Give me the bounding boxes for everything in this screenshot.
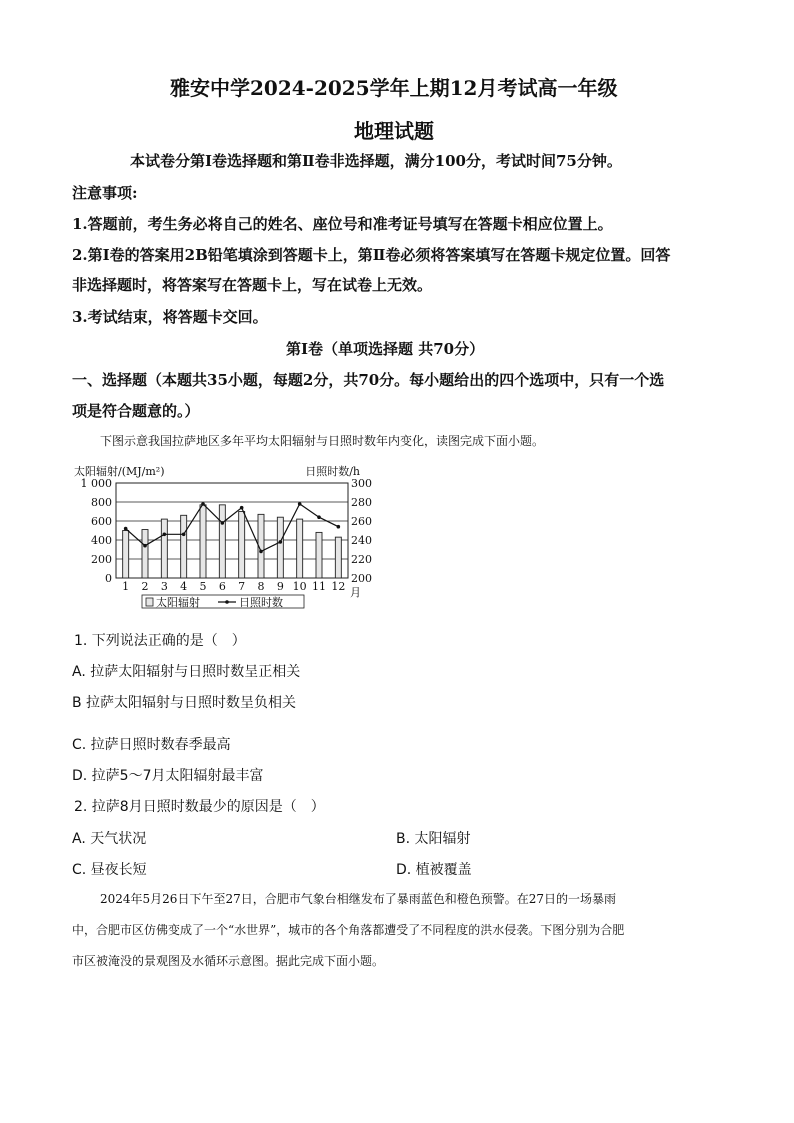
- solar-radiation-sunshine-chart: [72, 462, 372, 614]
- x-axis-tick-label: 1: [122, 580, 130, 593]
- x-axis-tick-label: 8: [257, 580, 265, 593]
- sunshine-hours-point: [201, 502, 205, 506]
- exam-intro: 本试卷分第Ⅰ卷选择题和第Ⅱ卷非选择题，满分100分，考试时间75分钟。: [130, 152, 622, 170]
- solar-radiation-bar: [277, 517, 283, 578]
- question-2-stem: 2. 拉萨8月日照时数最少的原因是（ ）: [74, 799, 325, 815]
- notice-item-2-line2: 非选择题时，将答案写在答题卡上，写在试卷上无效。: [72, 276, 433, 294]
- question-1-option-a[interactable]: A. 拉萨太阳辐射与日照时数呈正相关: [72, 664, 301, 680]
- section-instructions-line1: 一、选择题（本题共35小题，每题2分，共70分。每小题给出的四个选项中，只有一个选: [72, 371, 665, 389]
- material-1-text: 下图示意我国拉萨地区多年平均太阳辐射与日照时数年内变化，读图完成下面小题。: [100, 434, 545, 448]
- x-axis-tick-label: 7: [238, 580, 246, 593]
- x-axis-tick-label: 10: [292, 580, 307, 593]
- question-2-option-b[interactable]: B. 太阳辐射: [396, 831, 471, 847]
- plot-frame: [116, 483, 348, 578]
- x-axis-unit: 月: [350, 586, 361, 599]
- legend-line-label: 日照时数: [239, 596, 283, 609]
- material-2-line3: 市区被淹没的景观图及水循环示意图。据此完成下面小题。: [72, 954, 385, 968]
- right-axis-tick-label: 240: [351, 534, 372, 547]
- notice-item-3: 3.考试结束，将答题卡交回。: [72, 308, 268, 326]
- x-axis-tick-label: 3: [160, 580, 168, 593]
- notice-heading: 注意事项:: [72, 184, 138, 202]
- solar-radiation-bar: [219, 505, 225, 578]
- left-axis-tick-label: 200: [91, 553, 112, 566]
- right-axis-title: 日照时数/h: [305, 465, 360, 478]
- sunshine-hours-point: [163, 533, 167, 537]
- solar-radiation-bar: [200, 505, 206, 578]
- x-axis-tick-label: 11: [312, 580, 326, 593]
- sunshine-hours-point: [143, 544, 147, 548]
- left-axis-tick-label: 600: [91, 515, 112, 528]
- left-axis-tick-label: 400: [91, 534, 112, 547]
- solar-radiation-bar: [181, 515, 187, 578]
- sunshine-hours-line: [126, 504, 339, 552]
- sunshine-hours-point: [259, 550, 263, 554]
- notice-item-2-line1: 2.第Ⅰ卷的答案用2B铅笔填涂到答题卡上，第Ⅱ卷必须将答案填写在答题卡规定位置。回答: [72, 246, 671, 264]
- material-2-line1: 2024年5月26日下午至27日，合肥市气象台相继发布了暴雨蓝色和橙色预警。在27日的一场暴雨: [100, 892, 616, 906]
- left-axis-tick-label: 0: [105, 572, 112, 585]
- right-axis-tick-label: 300: [351, 477, 372, 490]
- question-1-stem: 1. 下列说法正确的是（ ）: [74, 633, 246, 649]
- question-2-option-a[interactable]: A. 天气状况: [72, 831, 147, 847]
- question-1-option-b[interactable]: B 拉萨太阳辐射与日照时数呈负相关: [72, 695, 297, 711]
- question-1-option-d[interactable]: D. 拉萨5～7月太阳辐射最丰富: [72, 768, 264, 784]
- sunshine-hours-point: [221, 521, 225, 525]
- solar-radiation-bar: [123, 531, 129, 579]
- sunshine-hours-point: [279, 540, 283, 544]
- solar-radiation-bar: [297, 519, 303, 578]
- x-axis-tick-label: 5: [199, 580, 207, 593]
- solar-radiation-bar: [316, 532, 322, 578]
- right-axis-tick-label: 220: [351, 553, 372, 566]
- question-2-option-d[interactable]: D. 植被覆盖: [396, 862, 472, 878]
- solar-radiation-bar: [335, 537, 341, 578]
- legend-bar-label: 太阳辐射: [156, 596, 200, 609]
- x-axis-tick-label: 6: [218, 580, 226, 593]
- left-axis-tick-label: 1 000: [80, 477, 112, 490]
- right-axis-tick-label: 260: [351, 515, 372, 528]
- notice-item-1: 1.答题前，考生务必将自己的姓名、座位号和准考证号填写在答题卡相应位置上。: [72, 215, 613, 233]
- section-instructions-line2: 项是符合题意的。）: [72, 402, 200, 420]
- question-1-option-c[interactable]: C. 拉萨日照时数春季最高: [72, 737, 231, 753]
- solar-radiation-bar: [142, 530, 148, 578]
- legend-line-marker: [225, 600, 229, 604]
- question-2-option-c[interactable]: C. 昼夜长短: [72, 862, 147, 878]
- sunshine-hours-point: [240, 506, 244, 510]
- exam-subtitle: 地理试题: [354, 119, 434, 143]
- x-axis-tick-label: 12: [331, 580, 346, 593]
- sunshine-hours-point: [317, 515, 321, 519]
- x-axis-tick-label: 4: [180, 580, 188, 593]
- exam-title: 雅安中学2024-2025学年上期12月考试高一年级: [170, 76, 618, 100]
- sunshine-hours-point: [337, 525, 341, 529]
- sunshine-hours-point: [182, 533, 186, 537]
- left-axis-tick-label: 800: [91, 496, 112, 509]
- solar-radiation-bar: [161, 519, 167, 578]
- sunshine-hours-point: [298, 502, 302, 506]
- right-axis-tick-label: 280: [351, 496, 372, 509]
- part1-heading: 第Ⅰ卷（单项选择题 共70分）: [286, 340, 485, 358]
- x-axis-tick-label: 2: [141, 580, 149, 593]
- x-axis-tick-label: 9: [276, 580, 284, 593]
- sunshine-hours-point: [124, 527, 128, 531]
- legend-bar-swatch: [146, 598, 153, 606]
- solar-radiation-bar: [239, 512, 245, 579]
- right-axis-tick-label: 200: [351, 572, 372, 585]
- material-2-line2: 中，合肥市区仿佛变成了一个“水世界”，城市的各个角落都遭受了不同程度的洪水侵袭。下图分别为合肥: [72, 923, 625, 937]
- left-axis-title: 太阳辐射/(MJ/m²): [74, 465, 165, 478]
